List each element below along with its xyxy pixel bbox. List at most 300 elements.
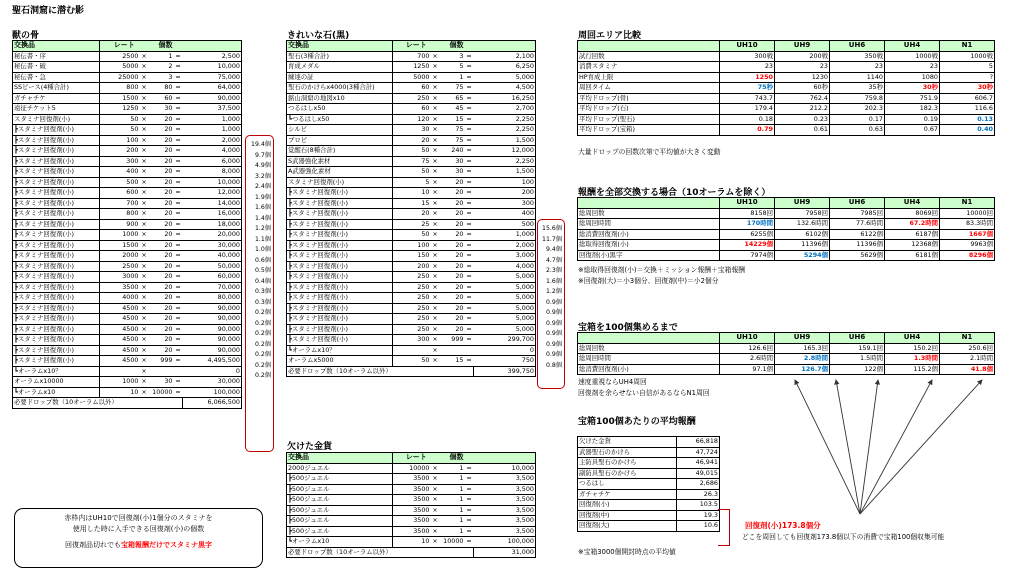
item-rate: 50: [393, 230, 431, 241]
item-rate: 5: [393, 177, 431, 188]
header-rate: レート: [393, 41, 440, 52]
reward-name: 回復剤(小): [578, 500, 677, 511]
item-name: ガチャチケ: [13, 93, 100, 104]
item-total: 299,700: [474, 335, 536, 346]
row-value: 6122個: [830, 229, 885, 240]
rate-value: 1.0個: [254, 246, 271, 253]
shop1-heading: 獣の骨: [12, 31, 40, 41]
item-rate: 50: [393, 146, 431, 157]
reward-name: 武器聖石のかけら: [578, 447, 677, 458]
item-total: 90,000: [183, 335, 242, 346]
item-count: 20: [440, 272, 465, 283]
times-sign: ×: [141, 93, 147, 102]
times-sign: ×: [141, 177, 147, 186]
row-label: 総周回数: [578, 208, 720, 219]
times-sign: ×: [141, 293, 147, 302]
item-name: ┣スタミナ回復剤(小): [287, 240, 393, 251]
row-value: 14229個: [720, 240, 775, 251]
equals-sign: =: [175, 230, 181, 239]
item-total: 3,500: [474, 516, 536, 527]
item-total: 1,500: [474, 135, 536, 146]
rate-value: 4.9個: [254, 162, 271, 169]
reward-value: 49,015: [677, 468, 720, 479]
times-sign: ×: [432, 293, 438, 302]
row-value: 250.6回: [940, 343, 995, 354]
equals-sign: =: [175, 293, 181, 302]
times-sign: ×: [432, 356, 438, 365]
item-count: 20: [149, 114, 174, 125]
row-label: 総消費回復剤(小): [578, 229, 720, 240]
item-count: 80: [149, 83, 174, 94]
times-sign: ×: [141, 356, 147, 365]
item-rate: 75: [393, 156, 431, 167]
times-sign: ×: [432, 93, 438, 102]
row-label: 消費スタミナ: [578, 62, 720, 73]
item-count: 20: [440, 240, 465, 251]
item-name: 聖石(3種合計): [287, 51, 393, 62]
row-value: 23: [885, 62, 940, 73]
times-sign: ×: [141, 198, 147, 207]
rate-value: 3.2個: [254, 172, 271, 180]
equals-sign: =: [466, 198, 472, 207]
item-total: 1,500: [474, 167, 536, 178]
total-value: 31,000: [474, 547, 536, 558]
note-line-3-pre: 回復剤品切れでも: [65, 541, 121, 549]
item-rate: 25000: [100, 72, 140, 83]
row-value: 0.17: [830, 114, 885, 125]
row-label: 総周回数: [578, 343, 720, 354]
item-total: 0: [183, 366, 242, 377]
item-total: 90,000: [183, 314, 242, 325]
item-name: ┗オーラムx10: [287, 537, 393, 548]
item-rate: 250: [393, 272, 431, 283]
total-label: 必要ドロップ数（10オーラム以外）: [13, 398, 183, 409]
item-rate: 150: [393, 251, 431, 262]
row-value: 23: [720, 62, 775, 73]
item-count: 3: [440, 51, 465, 62]
row-value: 150.2回: [885, 343, 940, 354]
times-sign: ×: [432, 198, 438, 207]
row-label: 総周回時間: [578, 219, 720, 230]
item-name: 銘山洞窟の地図x10: [287, 93, 393, 104]
item-name: ┣スタミナ回復剤(小): [13, 198, 100, 209]
equals-sign: =: [466, 516, 472, 525]
equals-sign: =: [466, 209, 472, 218]
times-sign: ×: [432, 156, 438, 165]
item-count: 240: [440, 146, 465, 157]
item-total: 3,000: [474, 251, 536, 262]
row-label: 平均ドロップ(宝箱): [578, 125, 720, 136]
item-rate: 100: [393, 240, 431, 251]
equals-sign: =: [466, 526, 472, 535]
item-name: ┣スタミナ回復剤(小): [13, 324, 100, 335]
column-header: UH10: [720, 198, 775, 209]
equals-sign: =: [466, 240, 472, 249]
item-count: 20: [149, 209, 174, 220]
row-value: 182.3: [885, 104, 940, 115]
row-value: 2.8時間: [775, 354, 830, 365]
rate-value: 19.4個: [251, 141, 271, 148]
item-total: 60,000: [183, 272, 242, 283]
header-item: 交換品: [287, 453, 393, 464]
area-compare-heading: 周回エリア比較: [578, 31, 642, 41]
column-header: UH9: [775, 41, 830, 52]
row-value: 300戦: [720, 51, 775, 62]
column-header: UH4: [885, 41, 940, 52]
times-sign: ×: [432, 62, 438, 71]
item-name: ┣スタミナ回復剤(小): [287, 261, 393, 272]
times-sign: ×: [432, 240, 438, 249]
times-sign: ×: [141, 377, 147, 386]
equals-sign: =: [466, 93, 472, 102]
times-sign: ×: [141, 146, 147, 155]
item-name: ┣スタミナ回復剤(小): [13, 272, 100, 283]
header-rate: レート: [100, 41, 149, 52]
item-total: 5,000: [474, 314, 536, 325]
item-rate: 3500: [393, 526, 431, 537]
equals-sign: =: [175, 251, 181, 260]
reward-name: 欠けた金貨: [578, 437, 677, 448]
times-sign: ×: [432, 251, 438, 260]
total-label: 必要ドロップ数（10オーラム以外）: [287, 547, 474, 558]
item-rate: 3500: [100, 282, 140, 293]
rate-value: 0.3個: [254, 288, 271, 295]
item-rate: 250: [393, 303, 431, 314]
item-total: 5,000: [474, 272, 536, 283]
row-value: 116.6: [940, 104, 995, 115]
item-rate: 4500: [100, 356, 140, 367]
item-count: 20: [440, 314, 465, 325]
item-name: オーラムx10000: [13, 377, 100, 388]
item-count: 15: [440, 356, 465, 367]
item-rate: 600: [100, 188, 140, 199]
row-value: 9963個: [940, 240, 995, 251]
row-value: 30秒: [885, 83, 940, 94]
equals-sign: =: [466, 474, 472, 483]
chest100-note-1: 速度重視ならUH4周回: [578, 378, 647, 386]
equals-sign: =: [175, 387, 181, 396]
row-value: 23: [775, 62, 830, 73]
equals-sign: =: [466, 537, 472, 546]
equals-sign: =: [466, 463, 472, 472]
item-rate: 250: [393, 293, 431, 304]
item-count: 20: [440, 293, 465, 304]
item-total: 400: [474, 209, 536, 220]
item-total: 10,000: [183, 177, 242, 188]
row-value: 7958回: [775, 208, 830, 219]
row-label: 総周回時間: [578, 354, 720, 365]
header-item: 交換品: [13, 41, 100, 52]
item-total: 5,000: [474, 282, 536, 293]
item-name: ┣500ジュエル: [287, 505, 393, 516]
reward-value: 66,818: [677, 437, 720, 448]
rate-value: 1.6個: [545, 277, 562, 285]
rate-value: 0.2個: [254, 330, 271, 337]
item-count: 20: [149, 188, 174, 199]
equals-sign: =: [466, 125, 472, 134]
equals-sign: =: [175, 146, 181, 155]
item-rate: 3000: [100, 272, 140, 283]
row-value: 126.6回: [720, 343, 775, 354]
item-total: 2,250: [474, 125, 536, 136]
item-name: ┣スタミナ回復剤(小): [13, 230, 100, 241]
item-count: 20: [440, 209, 465, 220]
row-value: 202.3: [830, 104, 885, 115]
equals-sign: =: [466, 282, 472, 291]
item-name: ┣スタミナ回復剤(小): [287, 230, 393, 241]
item-total: 200: [474, 188, 536, 199]
item-total: 5,000: [474, 324, 536, 335]
page-title: 聖石洞窟に潜む影: [12, 6, 85, 16]
equals-sign: =: [466, 62, 472, 71]
item-rate: 5000: [393, 72, 431, 83]
item-name: ┣スタミナ回復剤(小): [287, 335, 393, 346]
row-value: 0.67: [885, 125, 940, 136]
item-name: ブロビ: [287, 135, 393, 146]
arrow-to-uh10: [795, 380, 860, 514]
times-sign: ×: [141, 219, 147, 228]
rate-value: 4.7個: [545, 256, 562, 264]
item-rate: 1500: [100, 93, 140, 104]
rate-value: 0.9個: [545, 319, 562, 327]
item-rate: 10: [100, 387, 140, 398]
item-count: 30: [440, 167, 465, 178]
item-count: 15: [440, 114, 465, 125]
item-total: 6,000: [183, 156, 242, 167]
note-line-2: 使用した時に入手できる回復剤(小)の個数: [72, 525, 205, 533]
row-value: 77.6時間: [830, 219, 885, 230]
note-line-1: 赤枠内はUH10で回復剤(小)1個分のスタミナを: [64, 514, 213, 522]
times-sign: ×: [432, 463, 438, 472]
times-sign: ×: [432, 177, 438, 186]
rate-value: 0.2個: [254, 340, 271, 348]
item-total: 14,000: [183, 198, 242, 209]
chest-avg-note: ※宝箱3000個開封時点の平均値: [578, 548, 676, 556]
item-total: 10,000: [474, 463, 536, 474]
item-count: 1: [440, 72, 465, 83]
times-sign: ×: [432, 209, 438, 218]
equals-sign: =: [175, 104, 181, 113]
item-name: ┣スタミナ回復剤(小): [13, 219, 100, 230]
row-value: 1667個: [940, 229, 995, 240]
item-total: 2,100: [474, 51, 536, 62]
row-value: 1230: [775, 72, 830, 83]
item-name: ┣スタミナ回復剤(小): [13, 293, 100, 304]
row-value: 1000戦: [885, 51, 940, 62]
item-rate: 1250: [393, 62, 431, 73]
times-sign: ×: [432, 146, 438, 155]
item-rate: 25: [393, 219, 431, 230]
item-count: 20: [149, 167, 174, 178]
item-rate: 10: [393, 537, 431, 548]
item-rate: 50: [100, 125, 140, 136]
row-value: 2.6時間: [720, 354, 775, 365]
rate-value: 0.9個: [545, 298, 562, 306]
row-value: 0.23: [775, 114, 830, 125]
row-value: 6255個: [720, 229, 775, 240]
item-rate: 4500: [100, 335, 140, 346]
item-name: ┣スタミナ回復剤(小): [13, 167, 100, 178]
item-count: 20: [440, 177, 465, 188]
equals-sign: =: [175, 62, 181, 71]
equals-sign: =: [175, 177, 181, 186]
row-value: 1.3時間: [885, 354, 940, 365]
item-name: ┣500ジュエル: [287, 484, 393, 495]
row-value: 6102個: [775, 229, 830, 240]
item-total: 40,000: [183, 251, 242, 262]
item-rate: 2500: [100, 261, 140, 272]
item-rate: 250: [393, 93, 431, 104]
reward-value: 19.3: [677, 510, 720, 521]
row-value: 8158回: [720, 208, 775, 219]
row-value: 126.7個: [775, 364, 830, 375]
item-total: 70,000: [183, 282, 242, 293]
item-count: 60: [149, 93, 174, 104]
column-header: UH4: [885, 198, 940, 209]
equals-sign: =: [175, 114, 181, 123]
times-sign: ×: [141, 324, 147, 333]
item-count: 1: [440, 505, 465, 516]
item-name: ┣スタミナ回復剤(小): [13, 146, 100, 157]
item-name: 練達の証: [287, 72, 393, 83]
times-sign: ×: [141, 104, 147, 113]
item-count: 10000: [440, 537, 465, 548]
row-value: 7985回: [830, 208, 885, 219]
equals-sign: =: [175, 356, 181, 365]
row-value: 41.8個: [940, 364, 995, 375]
reward-value: 10.6: [677, 521, 720, 532]
item-count: 20: [440, 282, 465, 293]
item-count: 1: [440, 474, 465, 485]
item-name: 遠征チケット5: [13, 104, 100, 115]
equals-sign: =: [466, 335, 472, 344]
item-total: 2,500: [183, 51, 242, 62]
item-total: 4,000: [183, 146, 242, 157]
total-value: 6,066,500: [183, 398, 242, 409]
row-label: 平均ドロップ(骨): [578, 93, 720, 104]
times-sign: ×: [432, 537, 438, 546]
item-total: 0: [474, 345, 536, 356]
times-sign: ×: [141, 156, 147, 165]
times-sign: ×: [141, 167, 147, 176]
item-total: 6,250: [474, 62, 536, 73]
item-count: 20: [149, 230, 174, 241]
item-total: 1,000: [183, 114, 242, 125]
item-count: 30: [440, 156, 465, 167]
times-sign: ×: [432, 114, 438, 123]
times-sign: ×: [432, 324, 438, 333]
item-total: 8,000: [183, 167, 242, 178]
reward-value: 2,686: [677, 479, 720, 490]
equals-sign: =: [466, 156, 472, 165]
item-name: ┣スタミナ回復剤(小): [287, 251, 393, 262]
item-rate: 250: [393, 282, 431, 293]
item-total: 75,000: [183, 72, 242, 83]
equals-sign: =: [175, 135, 181, 144]
times-sign: ×: [141, 135, 147, 144]
rate-value: 2.3個: [545, 267, 562, 274]
item-total: 100: [474, 177, 536, 188]
item-count: 1: [440, 495, 465, 506]
times-sign: ×: [141, 62, 147, 71]
row-value: 7974個: [720, 250, 775, 261]
times-sign: ×: [432, 188, 438, 197]
rate-value: 2.4個: [254, 183, 271, 190]
equals-sign: =: [466, 261, 472, 270]
times-sign: ×: [432, 495, 438, 504]
item-rate: 5000: [100, 62, 140, 73]
item-name: S武器強化素材: [287, 156, 393, 167]
item-name: ┣スタミナ回復剤(小): [13, 135, 100, 146]
item-count: 20: [149, 324, 174, 335]
item-name: ┣スタミナ回復剤(小): [287, 293, 393, 304]
item-count: 20: [149, 135, 174, 146]
equals-sign: =: [175, 324, 181, 333]
times-sign: ×: [432, 261, 438, 270]
row-label: 平均ドロップ(石): [578, 104, 720, 115]
equals-sign: =: [466, 272, 472, 281]
item-count: 75: [440, 83, 465, 94]
reward-all-note-2: ※回復剤(大)＝小3個分、回復剤(中)＝小2個分: [578, 277, 719, 285]
reward-value: 46,941: [677, 458, 720, 469]
item-rate: 2500: [100, 51, 140, 62]
equals-sign: =: [466, 495, 472, 504]
reward-name: 回復剤(大): [578, 521, 677, 532]
item-rate: 20: [393, 209, 431, 220]
row-value: 606.7: [940, 93, 995, 104]
equals-sign: =: [466, 314, 472, 323]
row-value: 75秒: [720, 83, 775, 94]
item-rate: 3500: [393, 484, 431, 495]
rate-value: 1.4個: [254, 214, 271, 222]
header-count: 個数: [440, 41, 474, 52]
row-value: 35秒: [830, 83, 885, 94]
item-count: 20: [440, 198, 465, 209]
row-value: 0.18: [720, 114, 775, 125]
rate-value: 1.2個: [254, 225, 271, 232]
times-sign: ×: [432, 526, 438, 535]
item-total: 20,000: [183, 230, 242, 241]
item-name: ┣スタミナ回復剤(小): [287, 282, 393, 293]
item-name: オーラムx5000: [287, 356, 393, 367]
item-name: ┣スタミナ回復剤(小): [13, 282, 100, 293]
reward-all-note-1: ※総取得回復剤(小)＝交換＋ミッション報酬＋宝箱報酬: [578, 266, 746, 274]
times-sign: ×: [141, 314, 147, 323]
item-count: 30: [149, 377, 174, 388]
equals-sign: =: [175, 345, 181, 354]
row-label: 平均ドロップ(聖石): [578, 114, 720, 125]
equals-sign: =: [175, 51, 181, 60]
item-rate: 200: [393, 261, 431, 272]
rate-value: 9.7個: [254, 151, 271, 159]
row-value: 10000回: [940, 208, 995, 219]
item-count: 20: [149, 198, 174, 209]
item-rate: 30: [393, 125, 431, 136]
item-name: ┗オーラムx10: [13, 387, 100, 398]
reward-all-heading: 報酬を全部交換する場合（10オーラムを除く）: [578, 188, 771, 198]
arrow-to-uh6: [860, 380, 878, 514]
total-label: 必要ドロップ数（10オーラム以外）: [287, 366, 474, 377]
header-rate: レート: [393, 453, 440, 464]
item-rate: 400: [100, 167, 140, 178]
reward-name: 副防具聖石のかけら: [578, 468, 677, 479]
row-value: 67.2時間: [885, 219, 940, 230]
times-sign: ×: [432, 51, 438, 60]
equals-sign: =: [175, 240, 181, 249]
row-value: 1.5時間: [830, 354, 885, 365]
row-value: 159.1回: [830, 343, 885, 354]
shop3-heading: 欠けた金貨: [287, 442, 333, 452]
